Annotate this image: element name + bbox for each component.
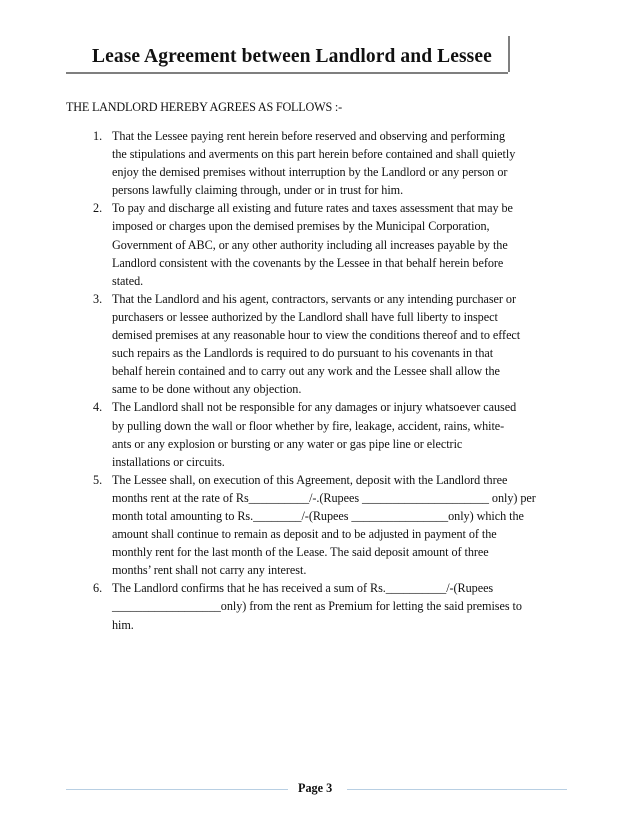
- clause-text-line: enjoy the demised premises without interruption by the Landlord or any person or: [112, 165, 508, 180]
- clause-text-line: Landlord consistent with the covenants by the Lessee in that behalf herein before: [112, 255, 504, 270]
- clause-number: 2.: [93, 201, 103, 216]
- clause-item: [66, 127, 566, 199]
- clause-text-line: That the Lessee paying rent herein before reserved and observing and performing: [112, 129, 506, 143]
- clause-text-line: The Landlord confirms that he has received a sum of Rs.__________/-(Rupees: [112, 581, 494, 596]
- page-number: Page 3: [298, 781, 333, 795]
- clause-item: [66, 579, 566, 633]
- clause-text-line: behalf herein contained and to carry out any work and the Lessee shall allow the: [112, 364, 500, 379]
- clause-text-line: same to be done without any objection.: [112, 382, 302, 397]
- clause-text-line: That the Landlord and his agent, contractors, servants or any intending purchaser or: [112, 291, 516, 306]
- clause-list: [66, 127, 566, 634]
- clause-text-line: stated.: [112, 273, 144, 288]
- header-divider: [508, 36, 510, 72]
- clause-number: 1.: [93, 129, 103, 143]
- clause-item: [66, 471, 566, 580]
- clause-text-line: Government of ABC, or any other authority including all increases payable by the: [112, 237, 508, 252]
- clause-text-line: The Lessee shall, on execution of this Agreement, deposit with the Landlord three: [112, 472, 508, 487]
- clause-text-line: month total amounting to Rs.________/-(Rupees ________________only) which the: [112, 508, 524, 523]
- clause-text-line: months’ rent shall not carry any interest.: [112, 563, 307, 578]
- clause-text-line: by pulling down the wall or floor whether by fire, leakage, accident, rains, white-: [112, 418, 505, 433]
- clause-text-line: The Landlord shall not be responsible for any damages or injury whatsoever caused: [112, 400, 517, 415]
- footer-divider-right: [347, 789, 567, 790]
- clause-text-line: monthly rent for the last month of the Lease. The said deposit amount of three: [112, 545, 489, 560]
- clause-text-line: imposed or charges upon the demised premises by the Municipal Corporation,: [112, 219, 490, 234]
- clause-text-line: months rent at the rate of Rs__________/-.(Rupees _____________________ only) per: [112, 490, 536, 505]
- clause-text-line: ants or any explosion or bursting or any water or gas pipe line or electric: [112, 436, 463, 451]
- document-title: Lease Agreement between Landlord and Lessee: [92, 46, 492, 67]
- clause-text-line: To pay and discharge all existing and future rates and taxes assessment that may be: [112, 201, 513, 216]
- clause-text-line: such repairs as the Landlords is required to do pursuant to his covenants in that: [112, 346, 494, 361]
- clause-text-line: installations or circuits.: [112, 454, 225, 469]
- page-header: [66, 36, 508, 74]
- clause-text-line: him.: [112, 617, 134, 632]
- clause-text-line: purchasers or lessee authorized by the Landlord shall have full liberty to inspect: [112, 309, 498, 324]
- clause-item: [66, 398, 566, 470]
- clause-text-line: the stipulations and averments on this part herein before contained and shall quietly: [112, 147, 516, 162]
- clause-number: 6.: [93, 581, 103, 596]
- clause-item: [66, 199, 566, 289]
- clause-number: 5.: [93, 472, 103, 487]
- clause-text-line: __________________only) from the rent as Premium for letting the said premises to: [112, 599, 522, 614]
- clause-item: [66, 290, 566, 399]
- clause-number: 3.: [93, 291, 103, 306]
- clause-text-line: amount shall continue to remain as deposit and to be adjusted in payment of the: [112, 527, 497, 542]
- section-lead: THE LANDLORD HEREBY AGREES AS FOLLOWS :-: [66, 100, 342, 114]
- clause-number: 4.: [93, 400, 103, 415]
- clause-text-line: demised premises at any reasonable hour to view the conditions thereof and to effect: [112, 328, 521, 343]
- clause-text-line: persons lawfully claiming through, under or in trust for him.: [112, 183, 404, 198]
- footer-divider-left: [66, 789, 288, 790]
